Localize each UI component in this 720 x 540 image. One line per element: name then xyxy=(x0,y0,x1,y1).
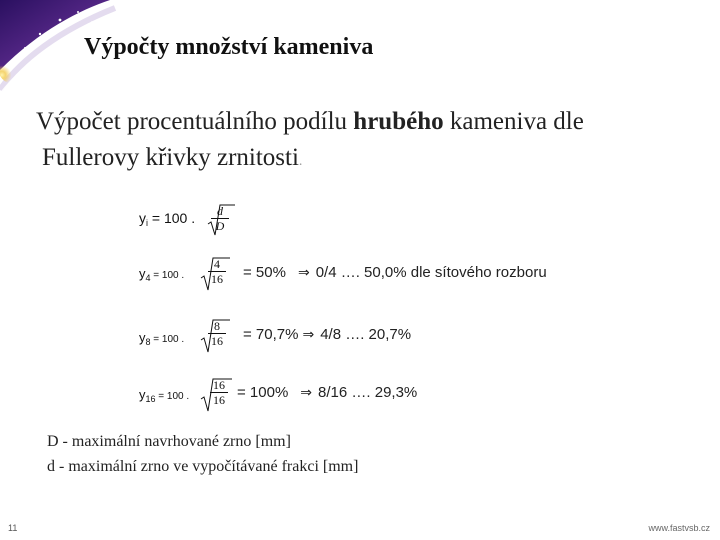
intro-part2: kameniva dle xyxy=(443,108,584,135)
formula-y4-lhs: $y_4 = 100$ . xyxy=(139,266,185,283)
note-line: D - maximální navrhované zrno [mm] xyxy=(47,433,291,450)
footer-url: www.fastvsb.cz xyxy=(648,523,710,533)
formula-y4-result: = 50% ⇒ 0/4 …. 50,0% dle sítového rozboru xyxy=(243,264,547,281)
intro-bold: hrubého xyxy=(353,108,444,135)
note-line: d - maximální zrno ve vypočítávané frakci [mm] xyxy=(47,458,359,475)
intro-dot: . xyxy=(298,154,303,169)
formula-y16-fraction: $\frac{16}{16}$ xyxy=(210,379,228,406)
notes xyxy=(47,429,358,479)
implies-symbol: ⇒ xyxy=(297,265,310,281)
formula-y8-lhs: $y_8 = 100$ . xyxy=(139,330,185,347)
formula-y8-fraction: $\frac{8}{16}$ xyxy=(208,320,226,347)
formula-y16-lhs: $y_{16} = 100$ . xyxy=(139,387,190,404)
implies-symbol: ⇒ xyxy=(300,385,313,401)
formula-y8-result: = 70,7% ⇒ 4/8 …. 20,7% xyxy=(243,326,412,343)
slide-title: Výpočty množství kameniva xyxy=(84,34,374,60)
formula-y4-fraction: $\frac{4}{16}$ xyxy=(208,258,226,285)
formula-general-fraction: $\frac{d}{D}$ xyxy=(211,205,229,232)
formula-general-lhs: $y_i = 100$ . xyxy=(139,210,196,228)
slide-number: 11 xyxy=(8,523,18,533)
intro-part1: Výpočet procentuálního podílu xyxy=(36,108,354,135)
intro-text xyxy=(36,104,676,180)
intro-line2: Fullerovy křivky zrnitosti xyxy=(42,144,299,171)
implies-symbol: ⇒ xyxy=(302,327,315,343)
formula-y16-result: = 100% ⇒ 8/16 …. 29,3% xyxy=(237,384,418,401)
